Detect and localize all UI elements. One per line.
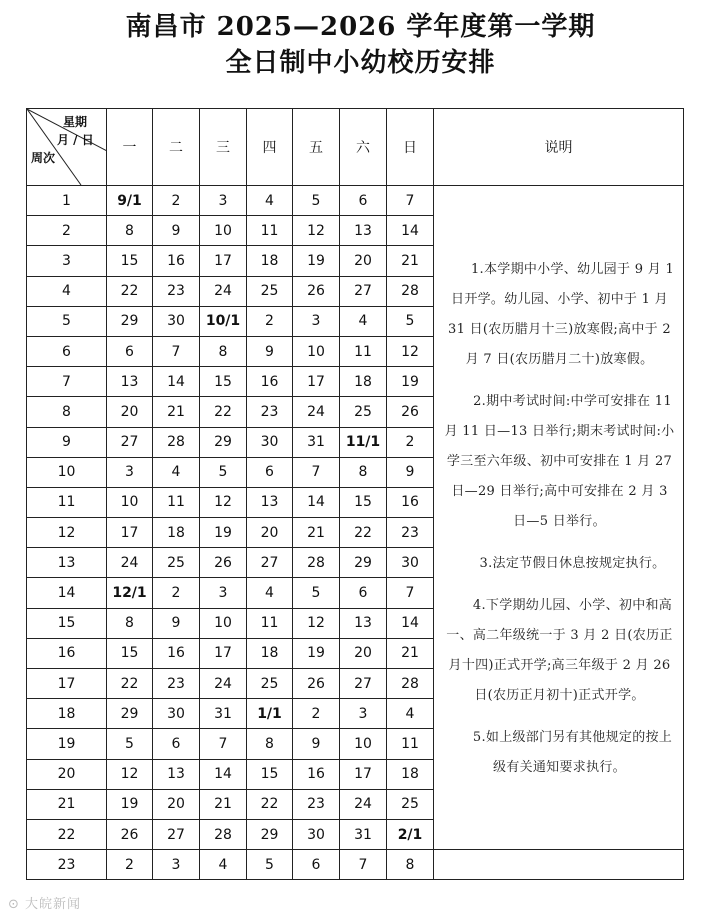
month-start-day-cell: 1/1: [247, 699, 293, 729]
day-cell: 25: [247, 669, 293, 699]
day-cell: 14: [387, 608, 434, 638]
day-cell: 16: [153, 638, 200, 668]
day-cell: 29: [107, 699, 153, 729]
weekday-header-sun: 日: [387, 109, 434, 186]
week-number: 9: [27, 427, 107, 457]
day-cell: 6: [340, 186, 387, 216]
day-cell: 21: [387, 246, 434, 276]
day-cell: 4: [247, 578, 293, 608]
day-cell: 20: [340, 638, 387, 668]
corner-week-label: 周次: [31, 151, 56, 165]
day-cell: 14: [153, 367, 200, 397]
day-cell: 15: [247, 759, 293, 789]
day-cell: 22: [107, 669, 153, 699]
day-cell: 2: [387, 427, 434, 457]
day-cell: 24: [107, 548, 153, 578]
day-cell: 18: [340, 367, 387, 397]
weekday-header-wed: 三: [200, 109, 247, 186]
day-cell: 7: [387, 578, 434, 608]
day-cell: 26: [200, 548, 247, 578]
weekday-header-mon: 一: [107, 109, 153, 186]
day-cell: 15: [107, 246, 153, 276]
week-number: 8: [27, 397, 107, 427]
weekday-header-sat: 六: [340, 109, 387, 186]
day-cell: 12: [293, 608, 340, 638]
day-cell: 3: [293, 306, 340, 336]
day-cell: 2: [107, 850, 153, 880]
day-cell: 24: [200, 276, 247, 306]
day-cell: 27: [107, 427, 153, 457]
day-cell: 23: [387, 518, 434, 548]
week-number: 20: [27, 759, 107, 789]
month-start-day-cell: 9/1: [107, 186, 153, 216]
day-cell: 9: [387, 457, 434, 487]
day-cell: 26: [293, 669, 340, 699]
notes-header: 说明: [434, 109, 684, 186]
week-number: 21: [27, 789, 107, 819]
day-cell: 10: [107, 487, 153, 517]
day-cell: 12: [107, 759, 153, 789]
day-cell: 28: [387, 669, 434, 699]
week-number: 18: [27, 699, 107, 729]
week-number: 15: [27, 608, 107, 638]
day-cell: 12: [387, 336, 434, 366]
day-cell: 9: [293, 729, 340, 759]
day-cell: 2: [153, 186, 200, 216]
day-cell: 10: [293, 336, 340, 366]
day-cell: 5: [293, 578, 340, 608]
day-cell: 12: [200, 487, 247, 517]
day-cell: 18: [247, 638, 293, 668]
day-cell: 19: [200, 518, 247, 548]
day-cell: 2: [153, 578, 200, 608]
day-cell: 28: [293, 548, 340, 578]
day-cell: 9: [153, 608, 200, 638]
page-subtitle: 全日制中小幼校历安排: [225, 48, 496, 78]
day-cell: 21: [153, 397, 200, 427]
week-number: 6: [27, 336, 107, 366]
day-cell: 15: [107, 638, 153, 668]
weekday-header-tue: 二: [153, 109, 200, 186]
day-cell: 19: [293, 246, 340, 276]
day-cell: 5: [107, 729, 153, 759]
day-cell: 2: [247, 306, 293, 336]
day-cell: 6: [107, 336, 153, 366]
notes-list: [434, 241, 683, 783]
week-number: 14: [27, 578, 107, 608]
corner-month-day-label: 月 / 日: [57, 133, 94, 147]
day-cell: 9: [153, 216, 200, 246]
notes-cell: [434, 186, 684, 850]
day-cell: 8: [200, 336, 247, 366]
day-cell: 13: [153, 759, 200, 789]
week-number: 10: [27, 457, 107, 487]
day-cell: 30: [387, 548, 434, 578]
day-cell: 31: [200, 699, 247, 729]
day-cell: 11: [247, 216, 293, 246]
day-cell: 4: [387, 699, 434, 729]
day-cell: 6: [247, 457, 293, 487]
notes-empty-cell: [434, 850, 684, 880]
day-cell: 3: [107, 457, 153, 487]
page-title: 南昌市 2025—2026 学年度第一学期: [125, 12, 596, 42]
week-number: 7: [27, 367, 107, 397]
day-cell: 24: [200, 669, 247, 699]
week-number: 16: [27, 638, 107, 668]
day-cell: 16: [387, 487, 434, 517]
week-number: 5: [27, 306, 107, 336]
day-cell: 25: [340, 397, 387, 427]
note-item: 2.期中考试时间:中学可安排在 11 月 11 日—13 日举行;期末考试时间:小学三至六年级、初中可安排在 1 月 27 日—29 日举行;高中可安排在 2 月 3 日—5 日举行。: [444, 393, 675, 529]
day-cell: 25: [153, 548, 200, 578]
day-cell: 21: [200, 789, 247, 819]
day-cell: 29: [107, 306, 153, 336]
day-cell: 24: [293, 397, 340, 427]
day-cell: 27: [340, 669, 387, 699]
weekday-header-fri: 五: [293, 109, 340, 186]
day-cell: 26: [293, 276, 340, 306]
day-cell: 24: [340, 789, 387, 819]
week-number: 17: [27, 669, 107, 699]
day-cell: 5: [387, 306, 434, 336]
day-cell: 4: [200, 850, 247, 880]
day-cell: 16: [153, 246, 200, 276]
day-cell: 4: [153, 457, 200, 487]
month-start-day-cell: 10/1: [200, 306, 247, 336]
day-cell: 28: [387, 276, 434, 306]
day-cell: 15: [200, 367, 247, 397]
day-cell: 8: [107, 216, 153, 246]
day-cell: 10: [340, 729, 387, 759]
week-number: 22: [27, 819, 107, 849]
day-cell: 17: [107, 518, 153, 548]
weekday-header-thu: 四: [247, 109, 293, 186]
day-cell: 8: [340, 457, 387, 487]
day-cell: 23: [293, 789, 340, 819]
day-cell: 25: [247, 276, 293, 306]
day-cell: 3: [340, 699, 387, 729]
week-row: [27, 186, 684, 216]
day-cell: 21: [293, 518, 340, 548]
week-number: 11: [27, 487, 107, 517]
day-cell: 8: [107, 608, 153, 638]
corner-weekday-label: 星期: [63, 115, 88, 129]
day-cell: 29: [247, 819, 293, 849]
day-cell: 5: [247, 850, 293, 880]
day-cell: 23: [153, 276, 200, 306]
day-cell: 2: [293, 699, 340, 729]
day-cell: 29: [200, 427, 247, 457]
day-cell: 13: [247, 487, 293, 517]
day-cell: 30: [247, 427, 293, 457]
day-cell: 12: [293, 216, 340, 246]
day-cell: 31: [293, 427, 340, 457]
day-cell: 17: [293, 367, 340, 397]
day-cell: 11: [247, 608, 293, 638]
note-item: 5.如上级部门另有其他规定的按上级有关通知要求执行。: [472, 729, 673, 775]
day-cell: 7: [340, 850, 387, 880]
day-cell: 20: [247, 518, 293, 548]
day-cell: 8: [387, 850, 434, 880]
day-cell: 23: [247, 397, 293, 427]
day-cell: 14: [293, 487, 340, 517]
day-cell: 7: [293, 457, 340, 487]
day-cell: 10: [200, 216, 247, 246]
day-cell: 10: [200, 608, 247, 638]
day-cell: 3: [200, 186, 247, 216]
day-cell: 22: [200, 397, 247, 427]
week-number: 2: [27, 216, 107, 246]
day-cell: 5: [293, 186, 340, 216]
day-cell: 30: [153, 306, 200, 336]
week-number: 19: [27, 729, 107, 759]
day-cell: 13: [340, 216, 387, 246]
day-cell: 17: [200, 246, 247, 276]
day-cell: 20: [107, 397, 153, 427]
month-start-day-cell: 11/1: [340, 427, 387, 457]
day-cell: 22: [340, 518, 387, 548]
week-number: 13: [27, 548, 107, 578]
day-cell: 11: [387, 729, 434, 759]
day-cell: 4: [340, 306, 387, 336]
week-number: 1: [27, 186, 107, 216]
note-item: 1.本学期中小学、幼儿园于 9 月 1 日开学。幼儿园、小学、初中于 1 月 31 日(农历腊月十三)放寒假;高中于 2 月 7 日(农历腊月二十)放寒假。: [448, 261, 675, 367]
day-cell: 16: [293, 759, 340, 789]
week-number: 4: [27, 276, 107, 306]
day-cell: 5: [200, 457, 247, 487]
month-start-day-cell: 12/1: [107, 578, 153, 608]
month-start-day-cell: 2/1: [387, 819, 434, 849]
day-cell: 7: [153, 336, 200, 366]
day-cell: 3: [200, 578, 247, 608]
day-cell: 25: [387, 789, 434, 819]
day-cell: 19: [387, 367, 434, 397]
note-item: 4.下学期幼儿园、小学、初中和高一、高二年级统一于 3 月 2 日(农历正月十四)正式开学;高三年级于 2 月 26 日(农历正月初十)正式开学。: [446, 597, 673, 703]
header-row: [27, 109, 684, 186]
day-cell: 26: [387, 397, 434, 427]
corner-header-cell: [27, 109, 107, 186]
day-cell: 13: [340, 608, 387, 638]
day-cell: 27: [340, 276, 387, 306]
day-cell: 6: [340, 578, 387, 608]
day-cell: 11: [153, 487, 200, 517]
day-cell: 22: [107, 276, 153, 306]
school-calendar-table: [26, 108, 684, 880]
day-cell: 30: [293, 819, 340, 849]
note-item: 3.法定节假日休息按规定执行。: [479, 555, 666, 571]
week-number: 12: [27, 518, 107, 548]
week-row: [27, 850, 684, 880]
day-cell: 20: [340, 246, 387, 276]
day-cell: 30: [153, 699, 200, 729]
day-cell: 23: [153, 669, 200, 699]
day-cell: 7: [200, 729, 247, 759]
day-cell: 31: [340, 819, 387, 849]
watermark-logo: ⊙ 大皖新闻: [8, 897, 82, 912]
day-cell: 6: [293, 850, 340, 880]
day-cell: 21: [387, 638, 434, 668]
day-cell: 7: [387, 186, 434, 216]
day-cell: 18: [387, 759, 434, 789]
day-cell: 27: [153, 819, 200, 849]
day-cell: 28: [200, 819, 247, 849]
day-cell: 29: [340, 548, 387, 578]
day-cell: 22: [247, 789, 293, 819]
day-cell: 14: [200, 759, 247, 789]
day-cell: 27: [247, 548, 293, 578]
day-cell: 26: [107, 819, 153, 849]
day-cell: 8: [247, 729, 293, 759]
day-cell: 3: [153, 850, 200, 880]
day-cell: 14: [387, 216, 434, 246]
day-cell: 13: [107, 367, 153, 397]
day-cell: 15: [340, 487, 387, 517]
day-cell: 11: [340, 336, 387, 366]
day-cell: 6: [153, 729, 200, 759]
day-cell: 9: [247, 336, 293, 366]
day-cell: 17: [200, 638, 247, 668]
week-number: 23: [27, 850, 107, 880]
day-cell: 28: [153, 427, 200, 457]
watermark-text: 大皖新闻: [25, 897, 82, 912]
day-cell: 19: [107, 789, 153, 819]
day-cell: 16: [247, 367, 293, 397]
day-cell: 19: [293, 638, 340, 668]
day-cell: 20: [153, 789, 200, 819]
day-cell: 4: [247, 186, 293, 216]
day-cell: 17: [340, 759, 387, 789]
day-cell: 18: [153, 518, 200, 548]
week-number: 3: [27, 246, 107, 276]
day-cell: 18: [247, 246, 293, 276]
